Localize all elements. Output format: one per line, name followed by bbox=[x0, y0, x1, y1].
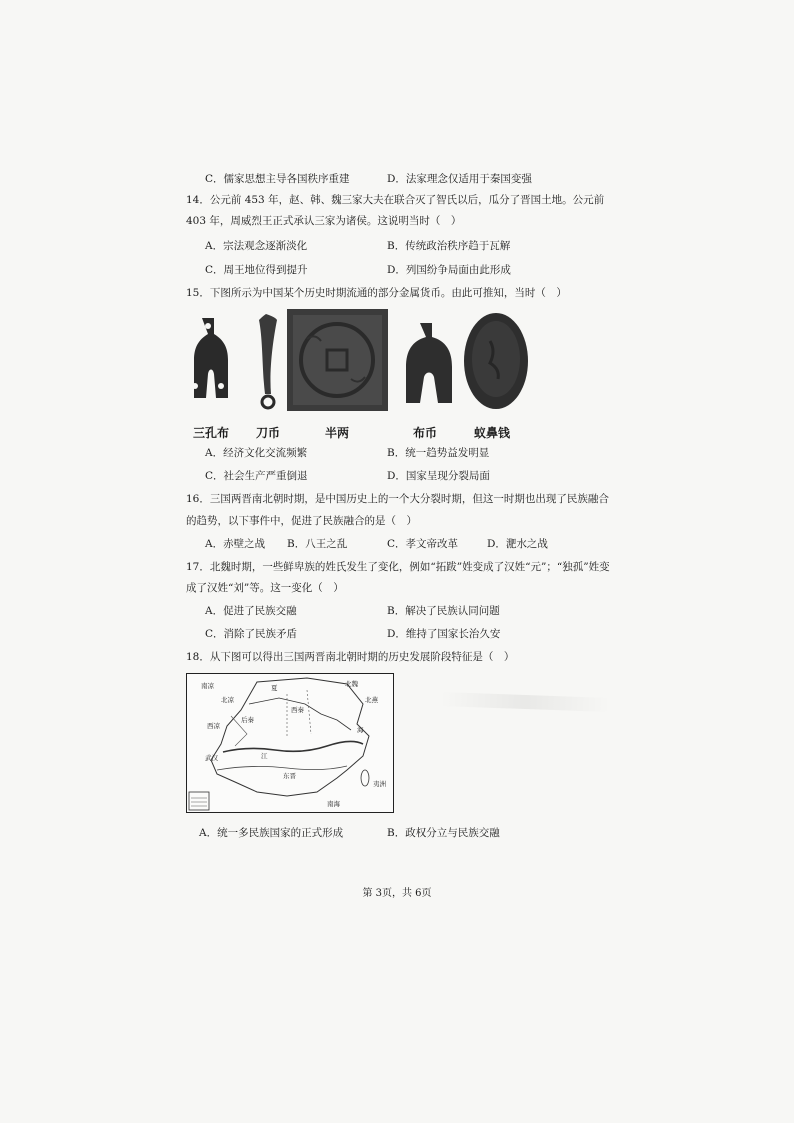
q17-stem-line2: 成了汉姓“刘”等。这一变化（ ） bbox=[186, 582, 344, 594]
q14-option-b: B．传统政治秩序趋于瓦解 bbox=[387, 240, 511, 252]
map-label-hou-qin: 后秦 bbox=[241, 716, 254, 724]
q16-option-b: B．八王之乱 bbox=[287, 538, 348, 550]
map-label-nan-hai: 南海 bbox=[327, 800, 340, 808]
banliang-coin-image bbox=[287, 309, 388, 411]
q16-option-a: A．赤壁之战 bbox=[205, 538, 266, 550]
coin-label-daobi: 刀币 bbox=[256, 426, 281, 440]
map-label-dong-jin: 东晋 bbox=[283, 772, 296, 780]
map-label-xia: 夏 bbox=[271, 684, 278, 692]
q15-option-d: D．国家呈现分裂局面 bbox=[387, 470, 490, 482]
q18-stem: 18．从下图可以得出三国两晋南北朝时期的历史发展阶段特征是（ ） bbox=[186, 651, 515, 663]
coin-label-yibiqian: 蚁鼻钱 bbox=[474, 426, 511, 440]
ant-nose-coin-image bbox=[462, 311, 531, 411]
q14-option-a: A．宗法观念逐渐淡化 bbox=[205, 240, 308, 252]
q16-stem-line2: 的趋势，以下事件中，促进了民族融合的是（ ） bbox=[186, 515, 417, 527]
q16-option-d: D．淝水之战 bbox=[487, 538, 548, 550]
q13-option-c: C．儒家思想主导各国秩序重建 bbox=[205, 173, 350, 185]
map-label-yi-zhou: 夷洲 bbox=[373, 780, 386, 788]
map-label-north-wei: 北魏 bbox=[345, 680, 358, 688]
historical-map bbox=[186, 673, 394, 813]
q17-stem-line1: 17．北魏时期，一些鲜卑族的姓氏发生了变化，例如“拓跋”姓变成了汉姓“元”；“独孤”姓变 bbox=[186, 561, 610, 573]
q17-option-a: A．促进了民族交融 bbox=[205, 605, 297, 617]
knife-coin-image bbox=[256, 312, 278, 410]
q18-option-a: A．统一多民族国家的正式形成 bbox=[199, 827, 344, 839]
map-label-jiang: 江 bbox=[261, 752, 268, 760]
q14-option-c: C．周王地位得到提升 bbox=[205, 264, 308, 276]
map-label-sea: 海 bbox=[357, 726, 364, 734]
three-hole-spade-coin-image bbox=[186, 314, 230, 404]
q17-option-d: D．维持了国家长治久安 bbox=[387, 628, 501, 640]
q13-option-d: D．法家理念仅适用于秦国变强 bbox=[387, 173, 532, 185]
q14-stem-line1: 14．公元前 453 年，赵、韩、魏三家大夫在联合灭了智氏以后，瓜分了晋国土地。公元前 bbox=[186, 194, 605, 206]
q15-option-a: A．经济文化交流频繁 bbox=[205, 447, 308, 459]
coin-label-sankongbu: 三孔布 bbox=[193, 426, 230, 440]
q18-option-b: B．政权分立与民族交融 bbox=[387, 827, 500, 839]
q14-option-d: D．列国纷争局面由此形成 bbox=[387, 264, 511, 276]
q17-option-c: C．消除了民族矛盾 bbox=[205, 628, 298, 640]
map-label-bei-yan: 北燕 bbox=[365, 696, 378, 704]
scan-artifact bbox=[440, 692, 610, 712]
q15-stem: 15．下图所示为中国某个历史时期流通的部分金属货币。由此可推知，当时（ ） bbox=[186, 287, 567, 299]
map-label-xi-qin: 西秦 bbox=[291, 706, 304, 714]
q15-option-b: B．统一趋势益发明显 bbox=[387, 447, 490, 459]
map-label-nan-liang: 南凉 bbox=[201, 682, 214, 690]
q14-stem-line2: 403 年，周威烈王正式承认三家为诸侯。这说明当时（ ） bbox=[186, 215, 462, 227]
page-footer: 第 3页，共 6页 bbox=[362, 888, 432, 899]
q16-option-c: C．孝文帝改革 bbox=[387, 538, 459, 550]
map-label-bei-liang: 北凉 bbox=[221, 696, 234, 704]
map-label-wuhan: 武汉 bbox=[205, 754, 218, 762]
q16-stem-line1: 16．三国两晋南北朝时期，是中国历史上的一个大分裂时期，但这一时期也出现了民族融合 bbox=[186, 493, 609, 505]
coin-label-bubi: 布币 bbox=[413, 426, 438, 440]
spade-coin-image bbox=[398, 321, 454, 405]
q15-option-c: C．社会生产严重倒退 bbox=[205, 470, 308, 482]
coin-label-banliang: 半两 bbox=[325, 426, 350, 440]
map-label-xi-liang: 西凉 bbox=[207, 722, 220, 730]
q17-option-b: B．解决了民族认同问题 bbox=[387, 605, 500, 617]
